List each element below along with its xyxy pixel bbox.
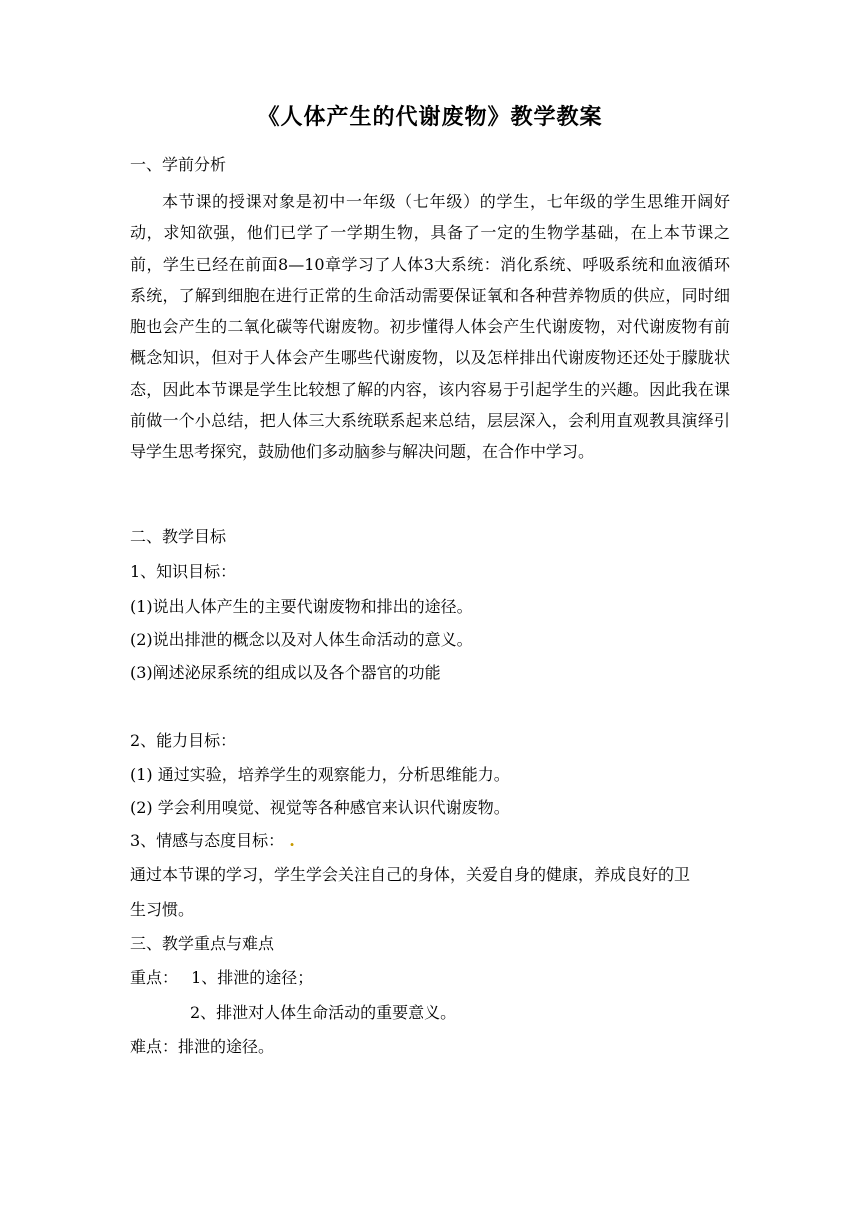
- key-point-1: 1、排泄的途径；: [191, 968, 314, 987]
- section-heading-analysis: 一、学前分析: [130, 155, 227, 174]
- difficulty-line: 难点：排泄的途径。: [130, 1037, 275, 1056]
- emotion-line-2: 生习惯。: [130, 900, 195, 919]
- section-heading-objectives: 二、教学目标: [130, 527, 227, 546]
- emotion-line-1: 通过本节课的学习，学生学会关注自己的身体，关爱自身的健康，养成良好的卫: [130, 865, 691, 884]
- key-points-row: [130, 967, 313, 989]
- section-heading-key-points: 三、教学重点与难点: [130, 934, 275, 953]
- key-points-label: 重点：: [130, 968, 179, 987]
- knowledge-item-1: (1)说出人体产生的主要代谢废物和排出的途径。: [130, 597, 473, 616]
- knowledge-item-2: (2)说出排泄的概念以及对人体生命活动的意义。: [130, 630, 473, 649]
- analysis-paragraph: 本节课的授课对象是初中一年级（七年级）的学生，七年级的学生思维开阔好动，求知欲强，他们已学了一学期生物，具备了一定的生物学基础，在上本节课之前，学生已经在前面8—10章学习了人体3大系统：消化系统、呼吸系统和血液循环系统，了解到细胞在进行正常的生命活动需要保证氧和各种营养物质的供应，同时细胞也会产生的二氧化碳等代谢废物。初步懂得人体会产生代谢废物，对代谢废物有前概念知识，但对于人体会产生哪些代谢废物，以及怎样排出代谢废物还还处于朦胧状态，因此本节课是学生比较想了解的内容，该内容易于引起学生的兴趣。因此我在课前做一个小总结，把人体三大系统联系起来总结，层层深入，会利用直观教具演绎引导学生思考探究，鼓励他们多动脑参与解决问题，在合作中学习。: [130, 192, 730, 462]
- key-point-2: 2、排泄对人体生命活动的重要意义。: [190, 1003, 457, 1022]
- ability-item-1: (1) 通过实验，培养学生的观察能力，分析思维能力。: [130, 765, 510, 784]
- emotion-objectives-heading-row: [130, 830, 295, 852]
- knowledge-objectives-heading: 1、知识目标：: [130, 562, 237, 581]
- emotion-mark: .: [289, 831, 295, 850]
- ability-objectives-heading: 2、能力目标：: [130, 731, 237, 750]
- emotion-objectives-heading: 3、情感与态度目标：: [130, 831, 285, 850]
- knowledge-item-3: (3)阐述泌尿系统的组成以及各个器官的功能: [130, 663, 441, 682]
- ability-item-2: (2) 学会利用嗅觉、视觉等各种感官来认识代谢废物。: [130, 798, 510, 817]
- document-title: 《人体产生的代谢废物》教学教案: [257, 104, 603, 130]
